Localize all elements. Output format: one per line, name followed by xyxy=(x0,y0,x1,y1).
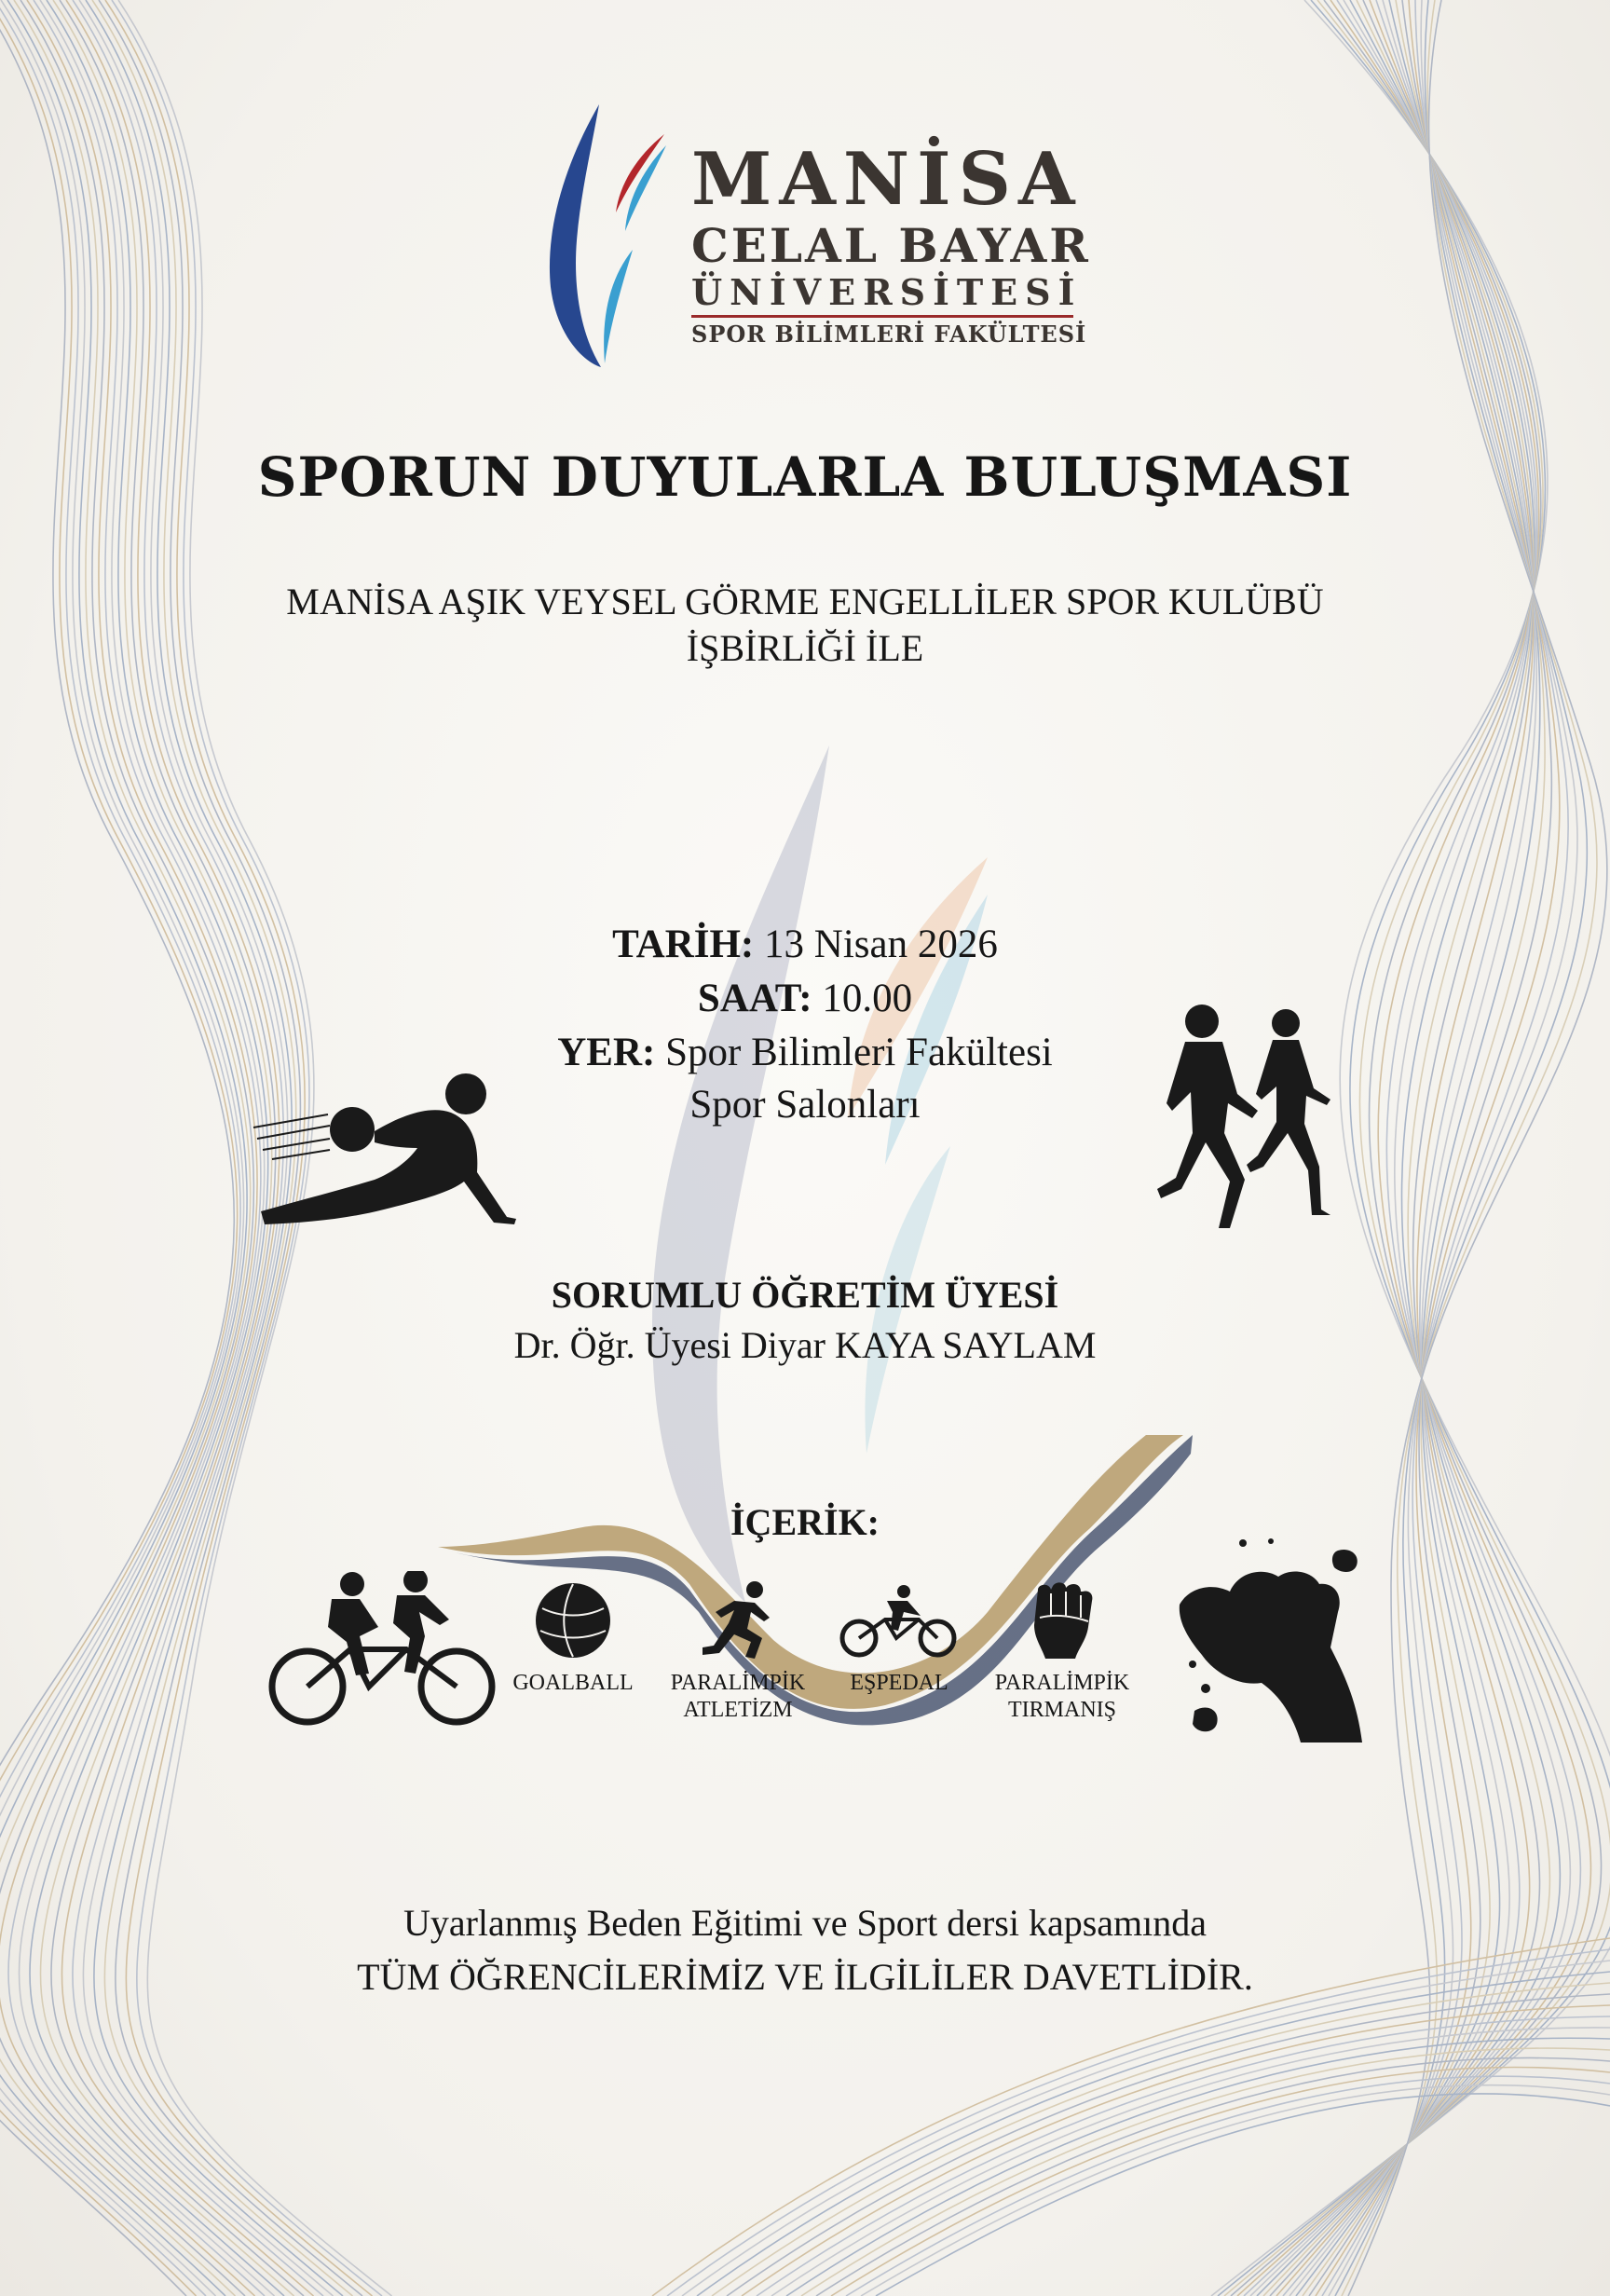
content-heading: İÇERİK: xyxy=(730,1501,880,1543)
climbing-hand-icon xyxy=(1174,1534,1366,1748)
subtitle-line-2: İŞBİRLİĞİ İLE xyxy=(686,627,924,669)
logo-line-3: ÜNİVERSİTESİ xyxy=(691,272,1073,318)
activity-label-2: TIRMANIŞ xyxy=(1007,1698,1116,1722)
event-title: SPORUN DUYULARLA BULUŞMASI xyxy=(257,445,1353,509)
tandem-bicycle-icon xyxy=(266,1571,499,1729)
activity-paralympic-climbing xyxy=(978,1670,1146,1724)
watermark-flame xyxy=(652,745,988,1603)
footer-line-2: TÜM ÖĞRENCİLERİMİZ VE İLGİLİLER DAVETLİDİR. xyxy=(357,1956,1253,1998)
cyclist-icon xyxy=(839,1584,960,1659)
place-value: Spor Bilimleri Fakültesi xyxy=(655,1031,1053,1074)
logo-line-4: SPOR BİLİMLERİ FAKÜLTESİ xyxy=(691,321,1087,348)
responsible-heading: SORUMLU ÖĞRETİM ÜYESİ xyxy=(551,1274,1059,1316)
activity-label: PARALİMPİK xyxy=(994,1671,1130,1695)
date-value: 13 Nisan 2026 xyxy=(754,922,998,966)
goalball-player-icon xyxy=(244,1062,524,1230)
wave-line xyxy=(682,1961,1610,2296)
activity-tandem-cycling xyxy=(829,1670,969,1697)
wave-line xyxy=(876,2094,1610,2296)
time-row xyxy=(0,973,1610,1025)
ball-icon xyxy=(533,1580,613,1660)
time-value: 10.00 xyxy=(812,977,913,1020)
place-row xyxy=(0,1027,1610,1079)
activity-label: PARALİMPİK xyxy=(670,1671,806,1695)
wave-line xyxy=(0,0,244,2296)
place-label: YER: xyxy=(557,1031,656,1074)
footer-line-1: Uyarlanmış Beden Eğitimi ve Sport dersi kapsamında xyxy=(402,1902,1208,1944)
university-flame-logo-icon xyxy=(536,101,675,371)
wave-line xyxy=(0,0,257,2296)
activity-label: GOALBALL xyxy=(512,1671,634,1695)
logo-line-1: MANİSA xyxy=(691,137,1083,222)
university-logo-text xyxy=(691,137,1091,351)
runners-icon xyxy=(1148,1003,1334,1236)
place-row-2: Spor Salonları xyxy=(689,1083,921,1127)
date-label: TARİH: xyxy=(612,922,755,966)
date-row xyxy=(0,919,1610,971)
activity-label: EŞPEDAL xyxy=(850,1671,948,1695)
wave-line xyxy=(697,1972,1610,2296)
responsible-name: Dr. Öğr. Üyesi Diyar KAYA SAYLAM xyxy=(513,1324,1097,1366)
sprinter-icon xyxy=(697,1580,781,1660)
wave-line xyxy=(0,0,240,2296)
logo-line-2: CELAL BAYAR xyxy=(691,218,1091,273)
activity-goalball xyxy=(505,1670,641,1697)
wave-line xyxy=(712,1983,1610,2296)
wave-line xyxy=(1303,0,1545,2296)
time-label: SAAT: xyxy=(697,977,812,1020)
activity-paralympic-athletics xyxy=(656,1670,820,1724)
fist-icon xyxy=(1029,1580,1096,1659)
activity-label-2: ATLETİZM xyxy=(683,1698,793,1722)
wave-line xyxy=(667,1949,1610,2296)
wave-line xyxy=(846,2076,1610,2296)
wave-line xyxy=(0,0,251,2296)
subtitle-line-1: MANİSA AŞIK VEYSEL GÖRME ENGELLİLER SPOR KULÜBÜ xyxy=(286,581,1324,622)
